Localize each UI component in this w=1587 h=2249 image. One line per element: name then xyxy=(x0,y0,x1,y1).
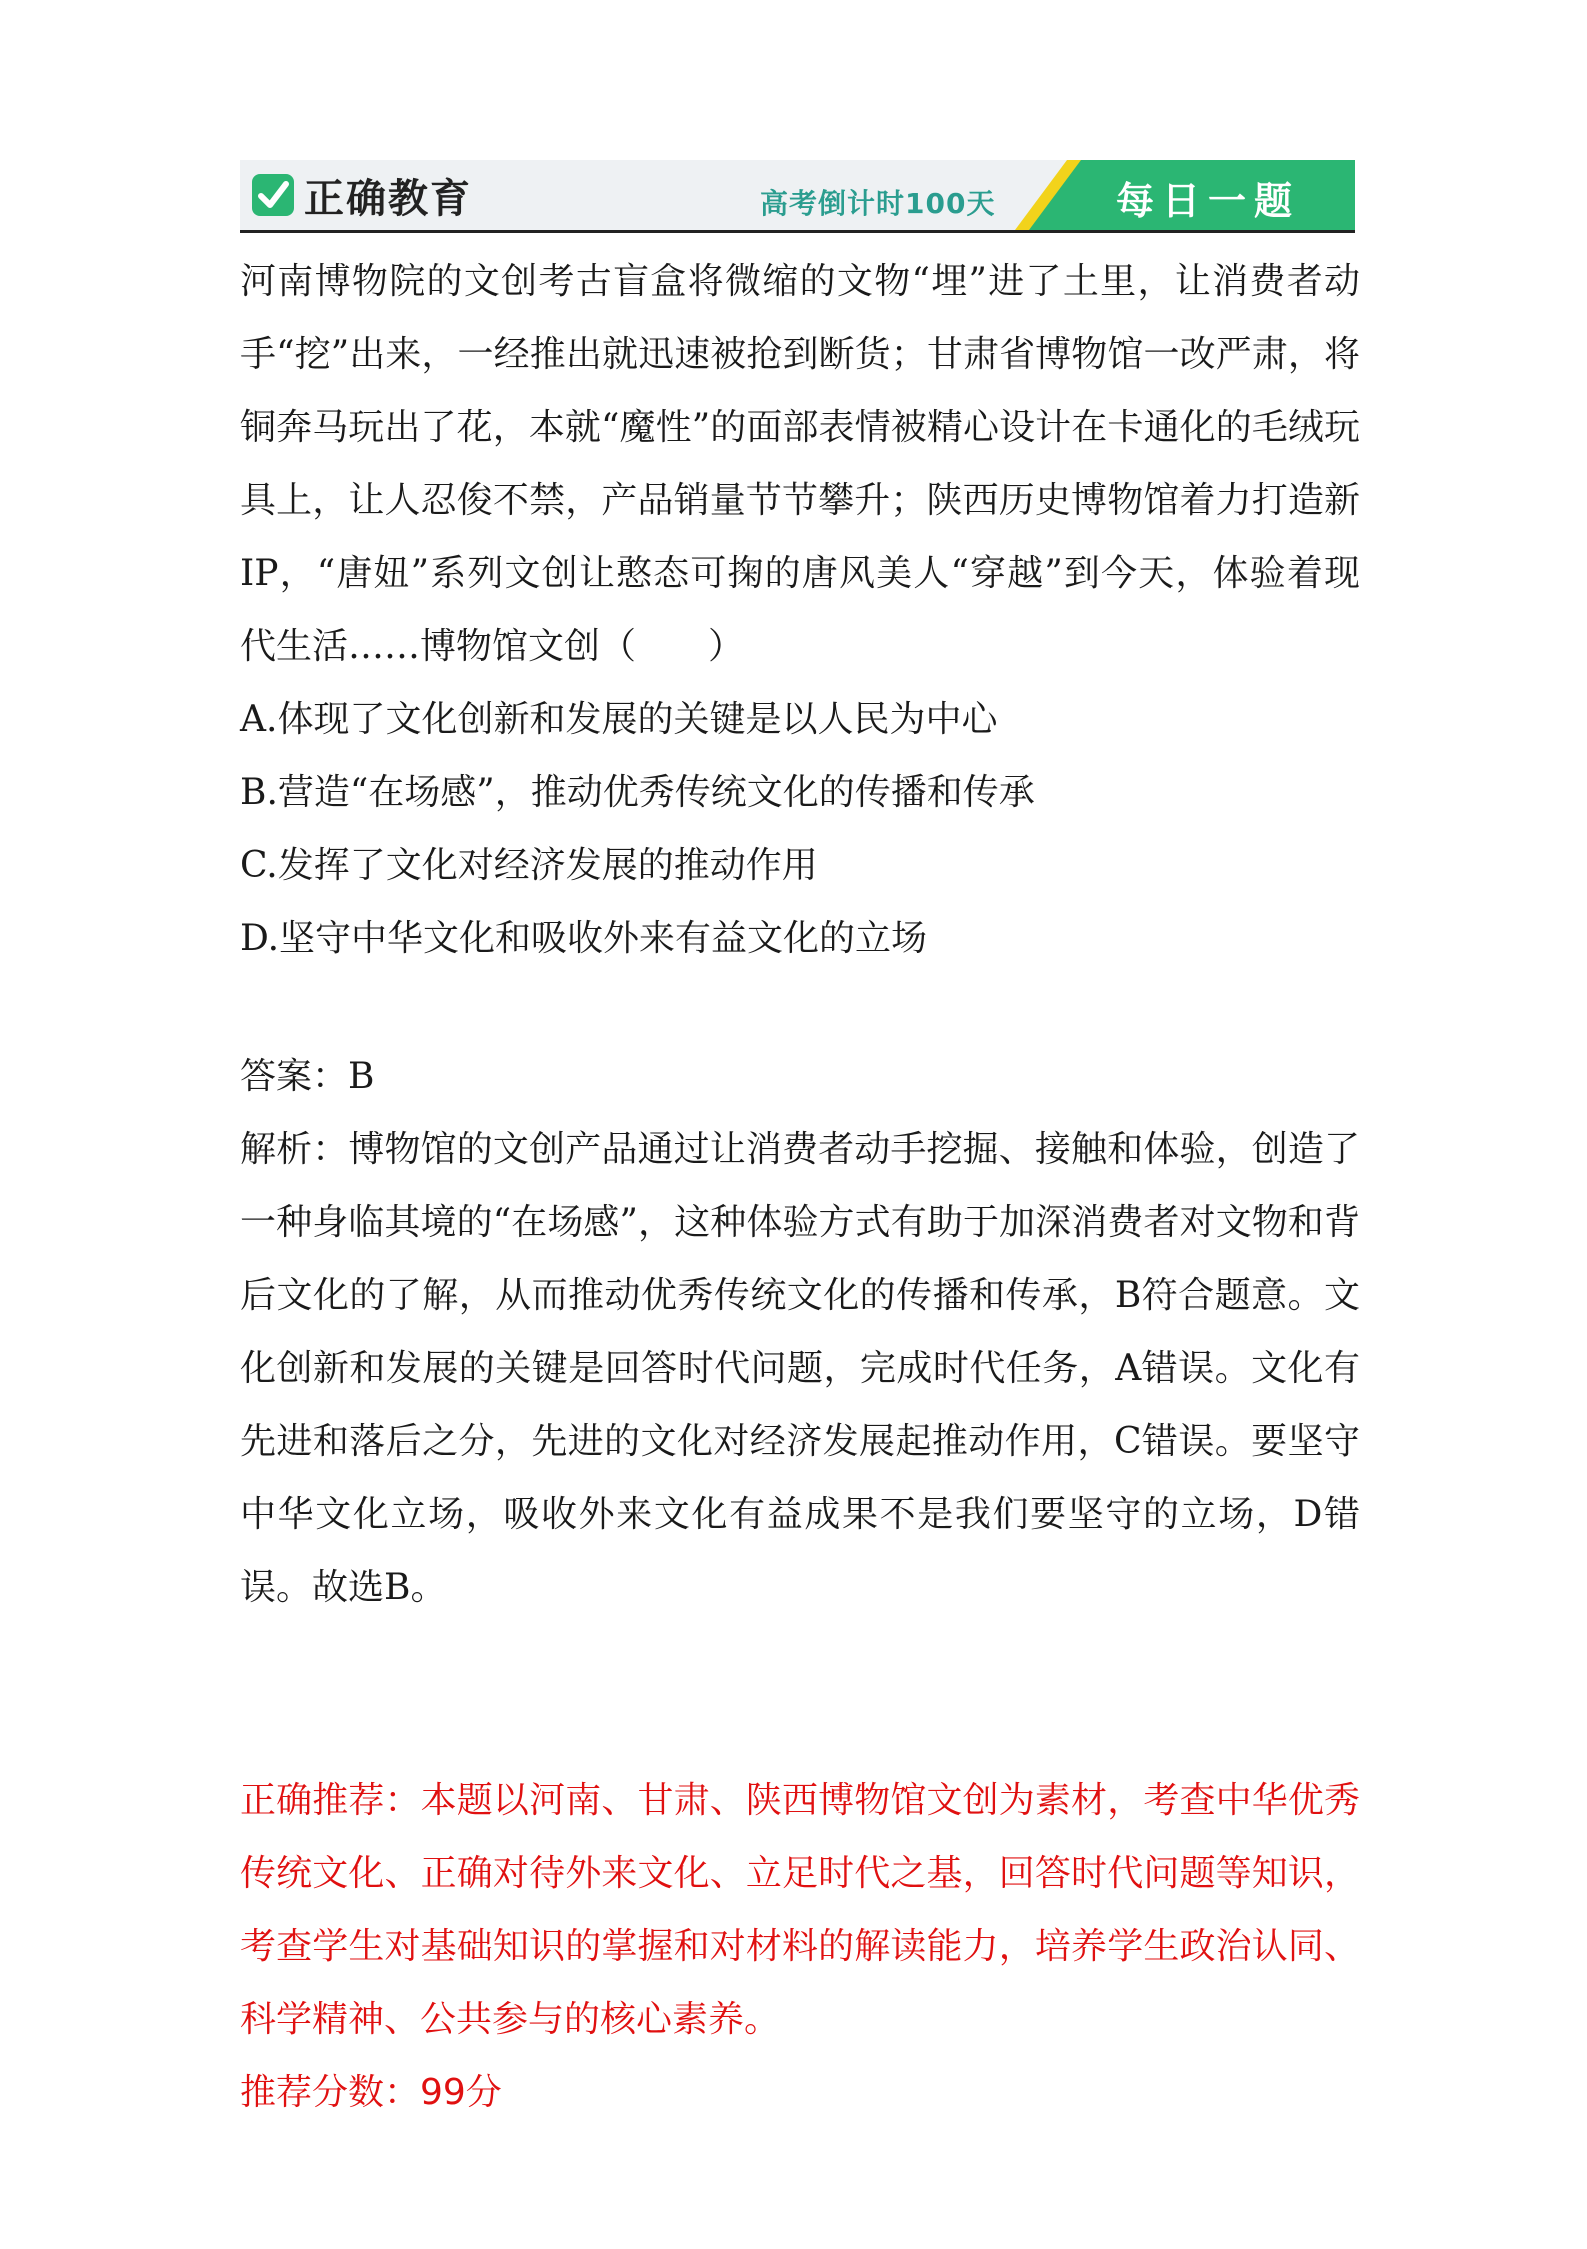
logo xyxy=(252,170,472,220)
daily-question-label: 每日一题 xyxy=(1115,179,1300,223)
page-header xyxy=(240,160,1355,233)
document-body xyxy=(240,245,1360,2129)
option-a: A.体现了文化创新和发展的关键是以人民为中心 xyxy=(240,699,998,740)
recommendation-text: 正确推荐：本题以河南、甘肃、陕西博物馆文创为素材，考查中华优秀传统文化、正确对待外来文化、立足时代之基，回答时代问题等知识，考查学生对基础知识的掌握和对材料的解读能力，培养学生政治认同、科学精神、公共参与的核心素养。 xyxy=(240,1780,1360,2040)
logo-text: 正确教育 xyxy=(304,175,472,222)
checkmark-icon xyxy=(252,174,294,216)
answer-text: 答案：B xyxy=(240,1056,375,1097)
analysis-text: 解析：博物馆的文创产品通过让消费者动手挖掘、接触和体验，创造了一种身临其境的“在场感”，这种体验方式有助于加深消费者对文物和背后文化的了解，从而推动优秀传统文化的传播和传承，B符合题意。文化创新和发展的关键是回答时代问题，完成时代任务，A错误。文化有先进和落后之分，先进的文化对经济发展起推动作用，C错误。要坚守中华文化立场，吸收外来文化有益成果不是我们要坚守的立场，D错误。故选B。 xyxy=(240,1129,1360,1608)
option-d: D.坚守中华文化和吸收外来有益文化的立场 xyxy=(240,918,928,959)
recommendation-score: 推荐分数：99分 xyxy=(240,2072,502,2113)
countdown-text: 高考倒计时100天 xyxy=(760,187,996,220)
option-b: B.营造“在场感”，推动优秀传统文化的传播和传承 xyxy=(240,772,1035,813)
option-c: C.发挥了文化对经济发展的推动作用 xyxy=(240,845,818,886)
question-stem: 河南博物院的文创考古盲盒将微缩的文物“埋”进了土里，让消费者动手“挖”出来，一经推出就迅速被抢到断货；甘肃省博物馆一改严肃，将铜奔马玩出了花，本就“魔性”的面部表情被精心设计在卡通化的毛绒玩具上，让人忍俊不禁，产品销量节节攀升；陕西历史博物馆着力打造新IP，“唐妞”系列文创让憨态可掬的唐风美人“穿越”到今天，体验着现代生活……博物馆文创（ ） xyxy=(240,261,1360,667)
